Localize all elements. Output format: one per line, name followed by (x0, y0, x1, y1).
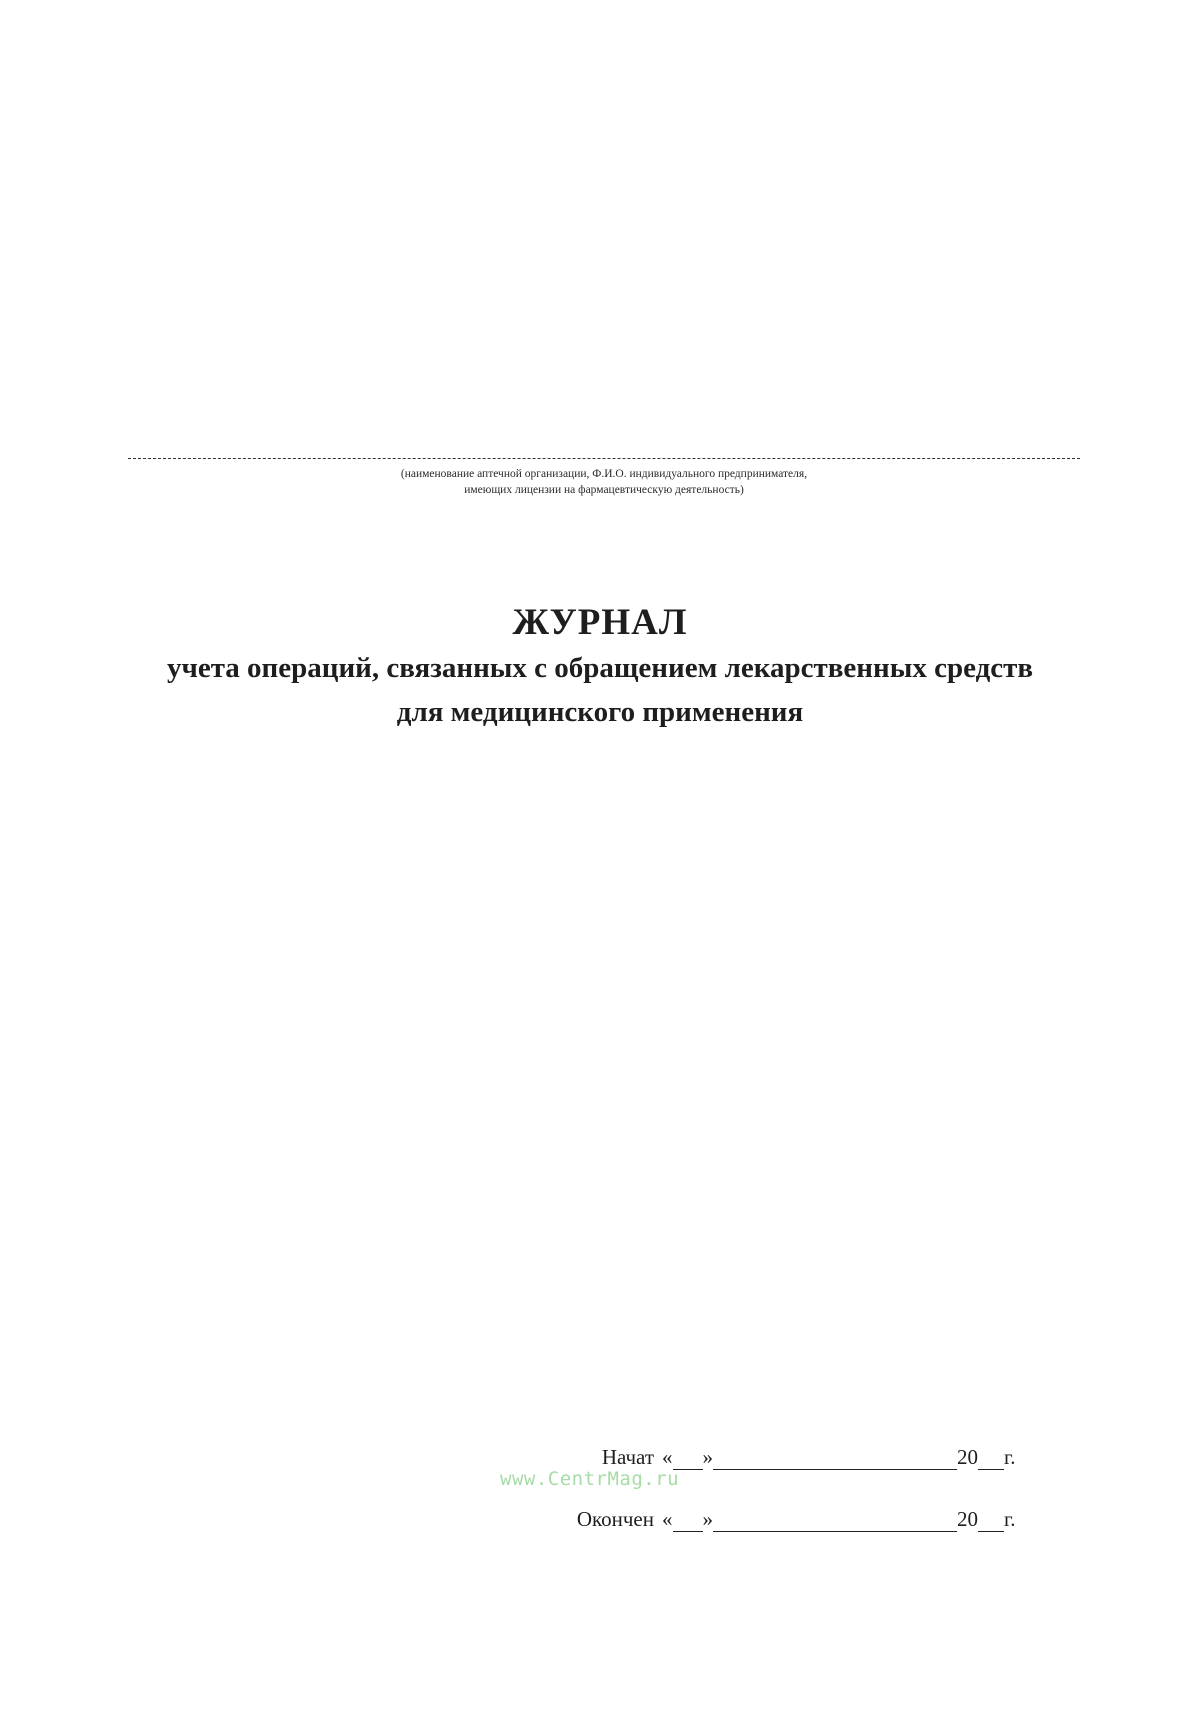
organization-name-line (128, 458, 1080, 459)
year-prefix: 20 (957, 1507, 978, 1531)
organization-caption (128, 466, 1080, 498)
year-suffix: г. (1004, 1445, 1016, 1469)
organization-caption-line-2: имеющих лицензии на фармацевтическую деятельность) (464, 484, 744, 496)
close-quote: » (702, 1445, 713, 1469)
document-subtitle-line-1: учета операций, связанных с обращением лекарственных средств (166, 652, 1034, 684)
organization-caption-line-1: (наименование аптечной организации, Ф.И.О. индивидуального предпринимателя, (400, 468, 808, 480)
started-label: Начат (601, 1445, 654, 1469)
finished-label: Окончен (576, 1507, 654, 1531)
finished-month-blank (713, 1511, 957, 1532)
document-subtitle-line-2: для медицинского применения (396, 696, 804, 728)
started-day-blank (673, 1449, 703, 1470)
year-prefix: 20 (957, 1445, 978, 1469)
finished-date-row (560, 1504, 1080, 1532)
open-quote: « (662, 1507, 673, 1531)
started-year-blank (978, 1449, 1004, 1470)
close-quote: » (702, 1507, 713, 1531)
started-date-row (560, 1442, 1080, 1470)
finished-year-blank (978, 1511, 1004, 1532)
title-block (60, 600, 1140, 734)
date-fields (560, 1442, 1080, 1566)
site-watermark: www.CentrMag.ru (500, 1468, 680, 1490)
started-month-blank (713, 1449, 957, 1470)
finished-day-blank (673, 1511, 703, 1532)
document-title: ЖУРНАЛ (512, 602, 688, 643)
year-suffix: г. (1004, 1507, 1016, 1531)
open-quote: « (662, 1445, 673, 1469)
